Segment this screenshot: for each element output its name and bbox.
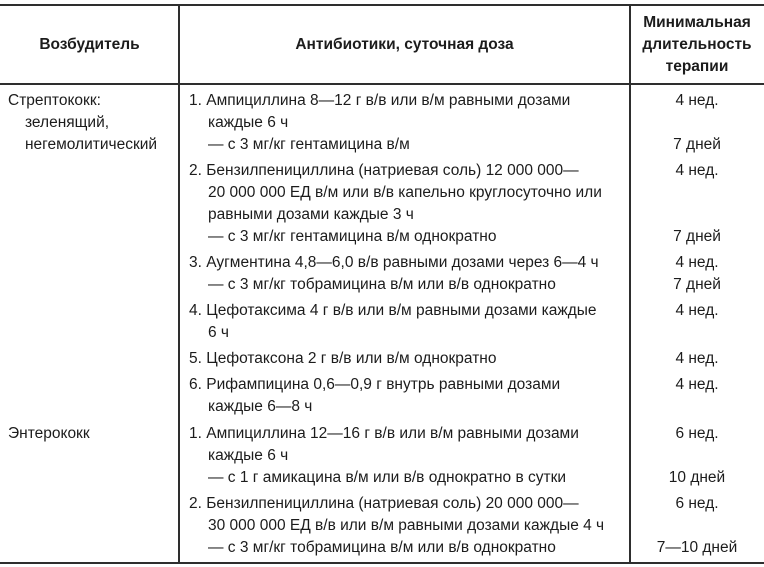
antibiotic-line-text: 2. Бензилпенициллина (натриевая соль) 20 000 000— (189, 495, 579, 512)
table-row (179, 252, 764, 274)
table-row (179, 134, 764, 156)
table-row (179, 396, 764, 418)
antibiotic-line-text: 6. Рифампицина 0,6—0,9 г внутрь равными дозами (189, 376, 561, 393)
header-duration: Минимальная длительность терапии (642, 13, 752, 75)
table-row (179, 182, 764, 204)
table-row (179, 423, 764, 445)
table-row (179, 348, 764, 370)
antibiotic-line-text: 4. Цефотаксима 4 г в/в или в/м равными дозами каждые (189, 302, 597, 319)
antibiotic-item (179, 493, 764, 559)
antibiotic-line-text: — с 3 мг/кг тобрамицина в/м или в/в однократно (208, 276, 556, 293)
table-row (179, 515, 764, 537)
duration-value: 7—10 дней (656, 539, 738, 556)
table-row (179, 537, 764, 559)
table-header-row (0, 6, 764, 83)
antibiotic-item (179, 374, 764, 418)
duration-value: 7 дней (673, 136, 721, 153)
antibiotic-line-text: 30 000 000 ЕД в/в или в/м равными дозами каждые 4 ч (208, 517, 605, 534)
antibiotic-line-text: 2. Бензилпенициллина (натриевая соль) 12 000 000— (189, 162, 579, 179)
duration-value: 6 нед. (675, 495, 719, 512)
antibiotic-line-text: равными дозами каждые 3 ч (208, 206, 414, 223)
pathogen-section-row (0, 418, 764, 559)
duration-value (630, 322, 764, 344)
pathogen-cell (0, 90, 179, 418)
pathogen-cell (0, 423, 179, 559)
antibiotic-line-text: 5. Цефотаксона 2 г в/в или в/м однократно (189, 350, 497, 367)
antibiotic-line-text: 6 ч (208, 324, 230, 341)
antibiotic-item (179, 252, 764, 296)
duration-value: 4 нед. (675, 92, 719, 109)
antibiotic-item (179, 300, 764, 344)
table-row (179, 160, 764, 182)
antibiotic-item (179, 90, 764, 156)
antibiotic-item (179, 160, 764, 248)
antibiotic-line-text: — с 3 мг/кг тобрамицина в/м или в/в однократно (208, 539, 556, 556)
table-row (179, 322, 764, 344)
antibiotic-line-text: 3. Аугментина 4,8—6,0 в/в равными дозами через 6—4 ч (189, 254, 599, 271)
table-row (179, 493, 764, 515)
table-bottom-rule (0, 562, 764, 564)
table-row (179, 226, 764, 248)
duration-value: 7 дней (673, 228, 721, 245)
duration-value: 4 нед. (675, 302, 719, 319)
duration-value: 4 нед. (675, 254, 719, 271)
duration-value (630, 204, 764, 226)
duration-value: 4 нед. (675, 350, 719, 367)
antibiotic-line-text: — с 3 мг/кг гентамицина в/м (208, 136, 410, 153)
duration-value (630, 112, 764, 134)
antibiotic-line-text: 1. Ампициллина 12—16 г в/в или в/м равными дозами (189, 425, 579, 442)
antibiotics-cell (179, 90, 764, 418)
antibiotic-line-text: каждые 6—8 ч (208, 398, 313, 415)
duration-value (630, 182, 764, 204)
duration-value (630, 445, 764, 467)
duration-value (630, 396, 764, 418)
antibiotic-line-text: каждые 6 ч (208, 447, 289, 464)
table-row (179, 467, 764, 489)
duration-value: 10 дней (668, 469, 726, 486)
table-row (179, 374, 764, 396)
antibiotics-cell (179, 423, 764, 559)
antibiotic-line-text: 20 000 000 ЕД в/м или в/в капельно круглосуточно или (208, 184, 602, 201)
pathogen-name: зеленящий, (25, 114, 110, 131)
table-row (179, 112, 764, 134)
header-pathogen: Возбудитель (39, 35, 140, 53)
antibiotic-line-text: — с 3 мг/кг гентамицина в/м однократно (208, 228, 497, 245)
header-antibiotics: Антибиотики, суточная доза (295, 35, 514, 53)
table-row (179, 204, 764, 226)
antibiotic-item (179, 423, 764, 489)
table-body (0, 85, 764, 559)
duration-value: 4 нед. (675, 162, 719, 179)
table-row (179, 445, 764, 467)
antibiotic-line-text: каждые 6 ч (208, 114, 289, 131)
table-row (179, 274, 764, 296)
table-row (179, 90, 764, 112)
pathogen-section-row (0, 85, 764, 418)
antibiotic-item (179, 348, 764, 370)
duration-value: 6 нед. (675, 425, 719, 442)
pathogen-name: Энтерококк (8, 425, 90, 442)
pathogen-name: негемолитический (25, 136, 158, 153)
duration-value: 4 нед. (675, 376, 719, 393)
pathogen-name: Стрептококк: (8, 92, 101, 109)
table-row (179, 300, 764, 322)
antibiotic-line-text: 1. Ампициллина 8—12 г в/в или в/м равными дозами (189, 92, 571, 109)
antibiotic-line-text: — с 1 г амикацина в/м или в/в однократно в сутки (208, 469, 567, 486)
duration-value: 7 дней (673, 276, 721, 293)
duration-value (630, 515, 764, 537)
